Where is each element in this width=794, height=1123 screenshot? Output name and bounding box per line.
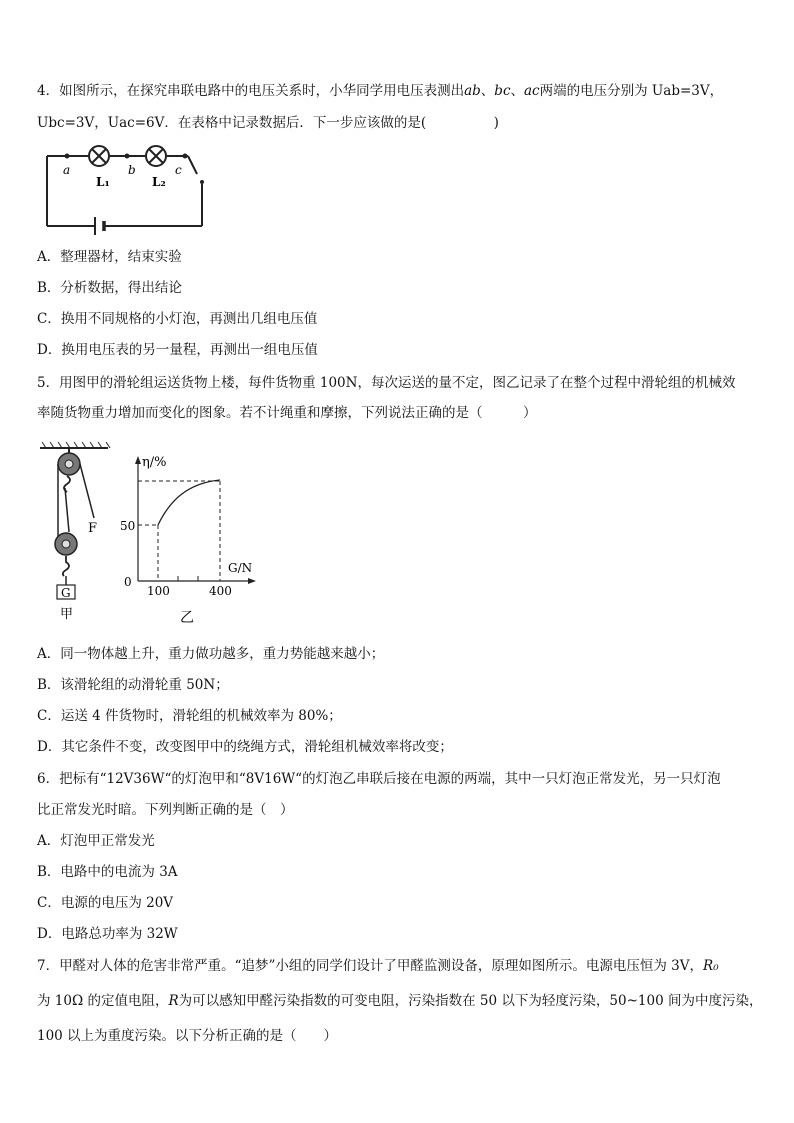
q6-option-c: C．电源的电压为 20V: [37, 895, 174, 911]
q6-stem-line2: 比正常发光时暗。下列判断正确的是（ ）: [37, 802, 294, 818]
q5-stem-line2: 率随货物重力增加而变化的图象。若不计绳重和摩擦，下列说法正确的是（ ）: [37, 405, 537, 421]
q4-circuit-diagram: [40, 144, 212, 236]
q5-graph-xtick-400: 400: [209, 584, 232, 598]
q5-graph-xtick-100: 100: [147, 584, 170, 598]
q5-option-b: B．该滑轮组的动滑轮重 50N；: [37, 677, 229, 693]
q4-option-d: D．换用电压表的另一量程，再测出一组电压值: [37, 342, 318, 358]
q4-stem-line2: Ubc=3V，Uac=6V．在表格中记录数据后．下一步应该做的是( ): [37, 115, 499, 131]
q4-node-a: [65, 154, 70, 159]
q5-load-label: G: [61, 586, 71, 600]
q5-graph-caption: 乙: [180, 610, 194, 626]
q5-graph-origin: 0: [124, 575, 132, 589]
q4-label-L2: L₂: [152, 175, 166, 189]
q5-graph-ytick-50: 50: [120, 519, 136, 533]
q4-label-L1: L₁: [96, 175, 110, 189]
q5-efficiency-graph: [116, 450, 266, 630]
q4-term-ab: ab: [464, 83, 481, 99]
q4-node-b: [125, 154, 130, 159]
q7-stem-line1: 7．甲醛对人体的危害非常严重。“追梦”小组的同学们设计了甲醛监测设备，原理如图所示。电源电压恒为 3V，R₀: [37, 958, 719, 974]
q6-stem-line1: 6．把标有“12V36W“的灯泡甲和“8V16W“的灯泡乙串联后接在电源的两端，其中一只灯泡正常发光，另一只灯泡: [37, 771, 721, 787]
q6-option-b: B．电路中的电流为 3A: [37, 864, 178, 880]
q4-node-c: [183, 154, 188, 159]
q7-symbol-R: R: [168, 993, 179, 1009]
q4-option-c: C．换用不同规格的小灯泡，再测出几组电压值: [37, 311, 318, 327]
q7-stem-line3: 100 以上为重度污染。以下分析正确的是（ ）: [37, 1028, 338, 1044]
q4-stem-line1: 4．如图所示，在探究串联电路中的电压关系时，小华同学用电压表测出ab、bc、ac两端的电压分别为 Uab=3V，: [37, 83, 724, 99]
q7-symbol-R0: R₀: [703, 958, 719, 974]
q5-option-a: A．同一物体越上升，重力做功越多，重力势能越来越小；: [37, 646, 385, 662]
q7-stem-line2: 为 10Ω 的定值电阻，R为可以感知甲醛污染指数的可变电阻，污染指数在 50 以下为轻度污染，50~100 间为中度污染，: [37, 993, 763, 1009]
q4-label-b: b: [128, 163, 136, 177]
q5-option-d: D．其它条件不变，改变图甲中的绕绳方式，滑轮组机械效率将改变；: [37, 739, 453, 755]
q5-option-c: C．运送 4 件货物时，滑轮组的机械效率为 80%；: [37, 708, 342, 724]
q6-option-a: A．灯泡甲正常发光: [37, 833, 155, 849]
q5-graph-xlabel: G/N: [228, 561, 253, 575]
q4-label-c: c: [175, 163, 182, 177]
q4-label-a: a: [63, 163, 71, 177]
q4-option-b: B．分析数据，得出结论: [37, 280, 182, 296]
q5-graph-ylabel: η/%: [142, 455, 167, 470]
q6-option-d: D．电路总功率为 32W: [37, 926, 178, 942]
q5-stem-line1: 5．用图甲的滑轮组运送货物上楼，每件货物重 100N，每次运送的量不定，图乙记录了在整个过程中滑轮组的机械效: [37, 375, 736, 391]
q4-term-bc: bc: [494, 83, 511, 99]
q5-pulley-caption: 甲: [60, 607, 74, 622]
q5-force-label: F: [88, 521, 98, 536]
q5-pulley-diagram: [36, 440, 116, 625]
q5-efficiency-curve: [158, 480, 220, 525]
q4-term-ac: ac: [524, 83, 540, 99]
q4-option-a: A．整理器材，结束实验: [37, 249, 182, 265]
